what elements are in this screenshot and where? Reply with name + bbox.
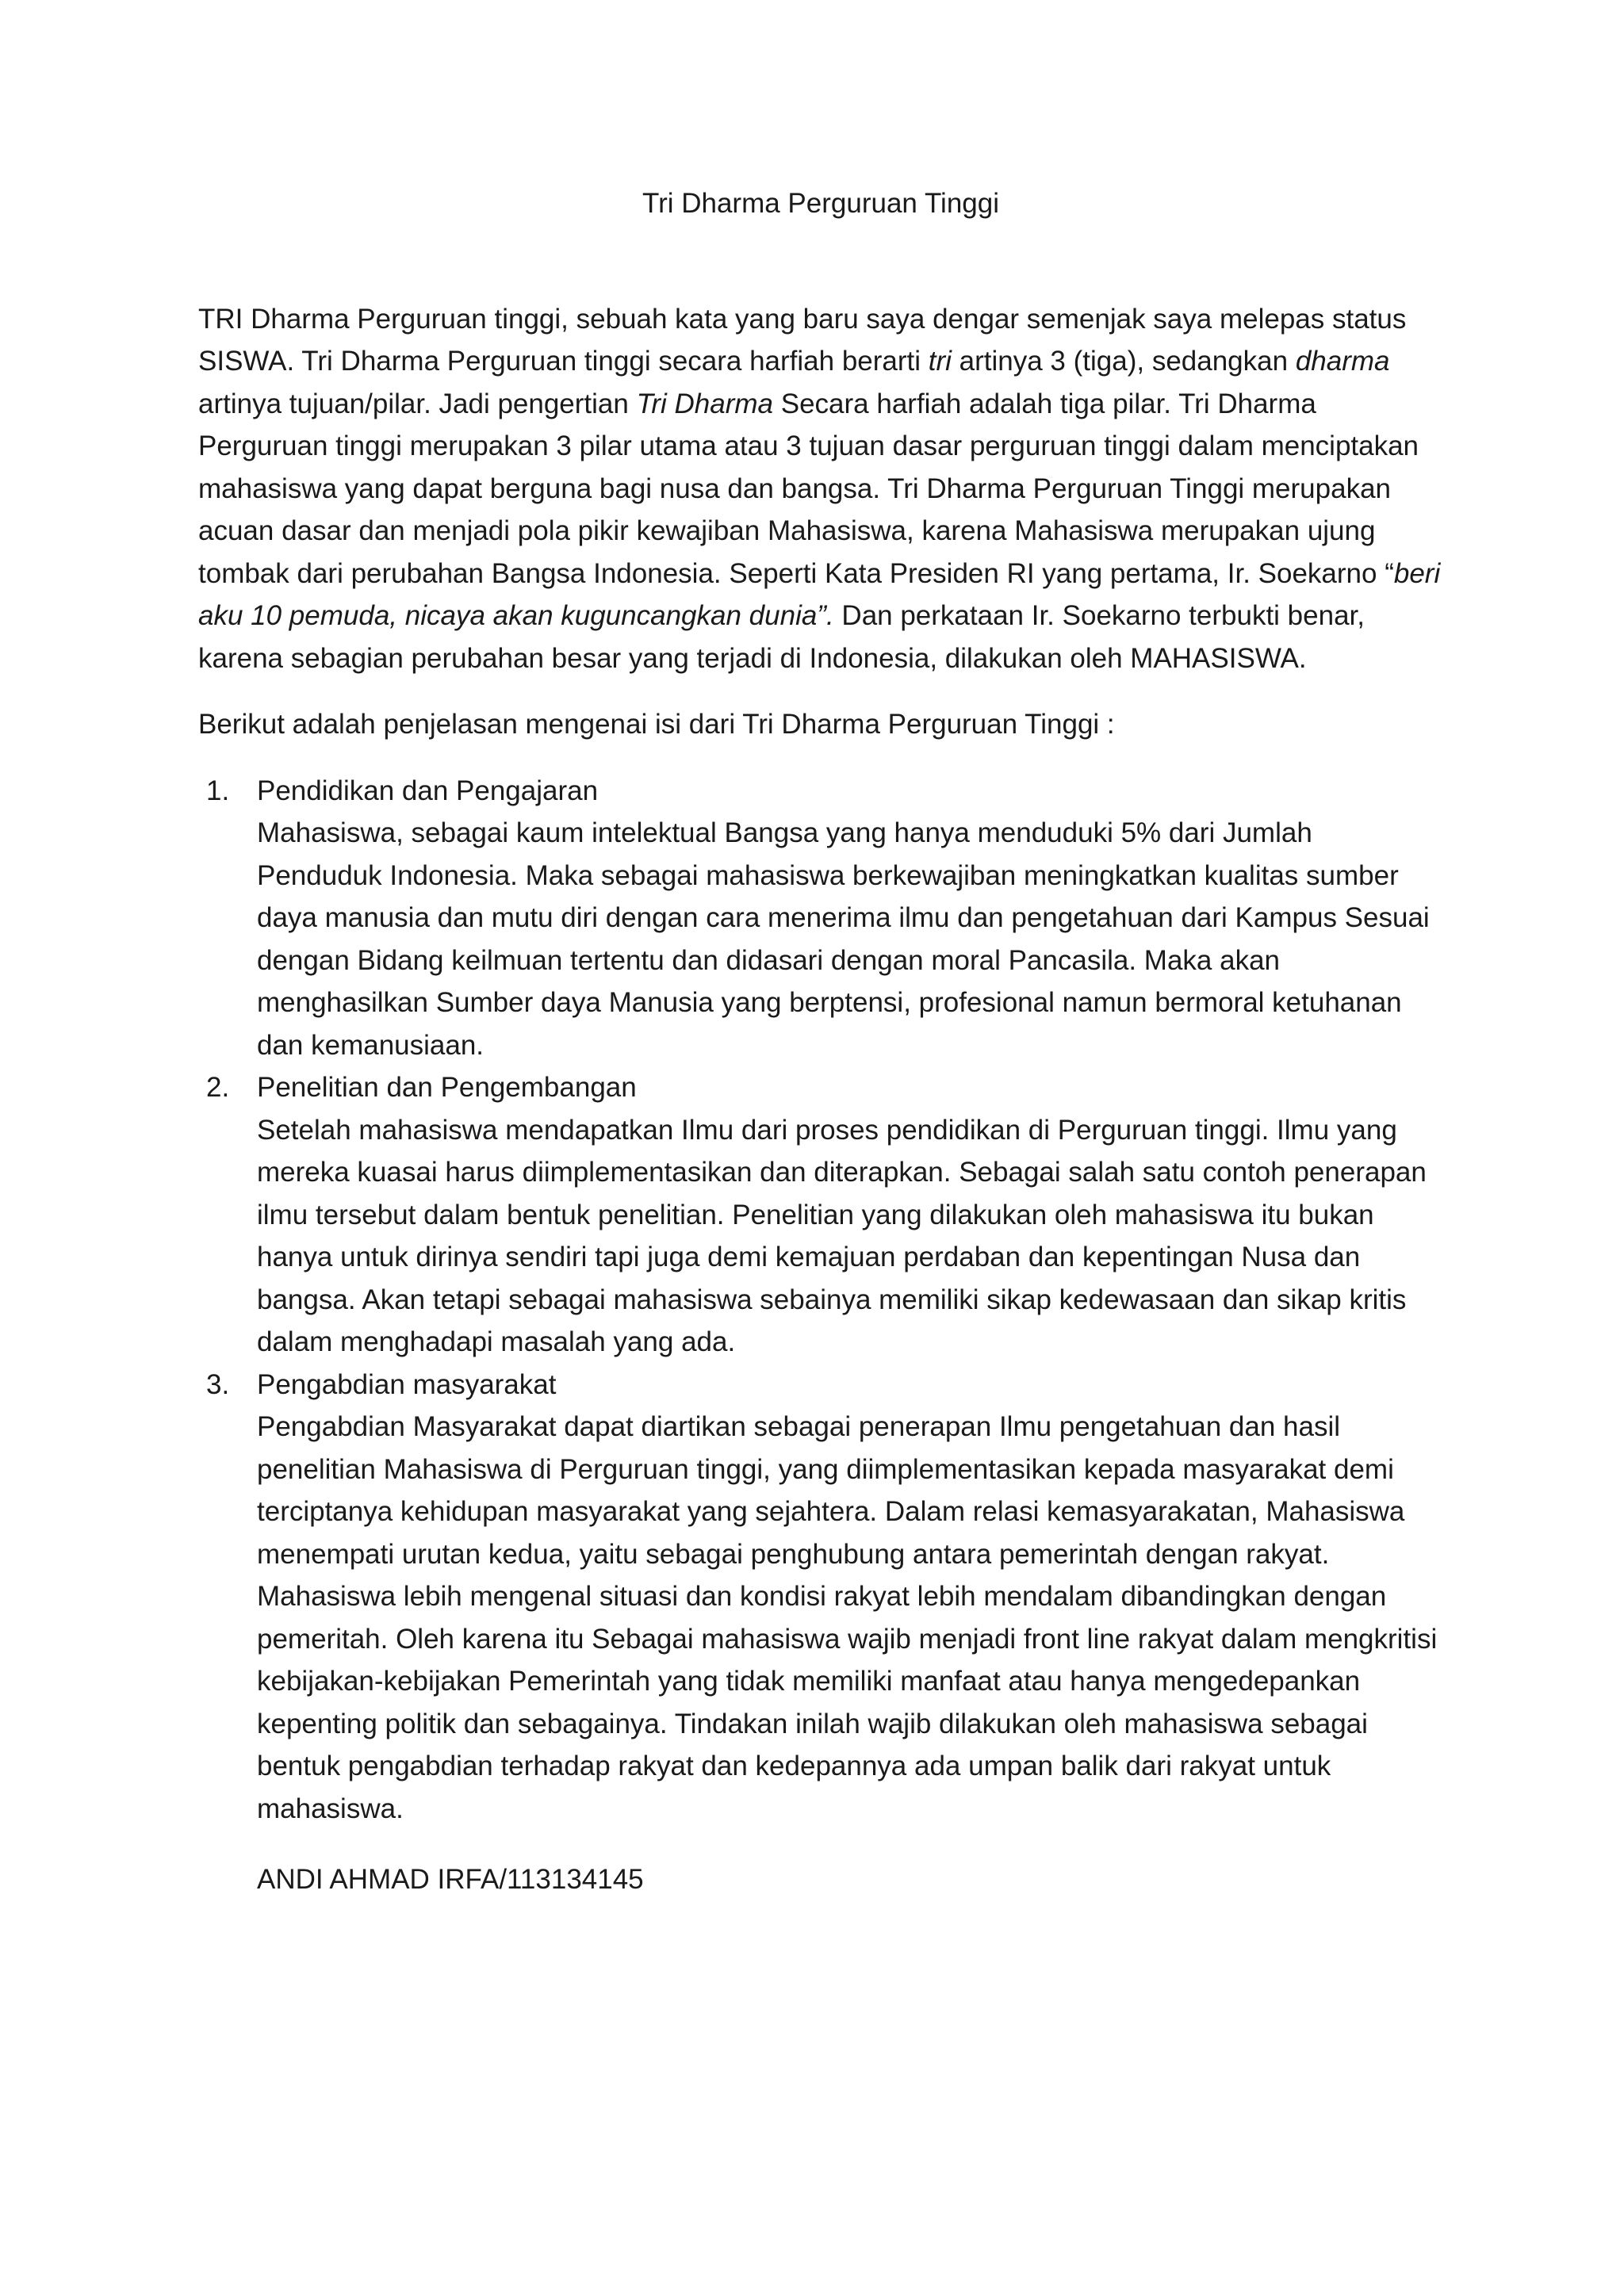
list-item-title: Pengabdian masyarakat bbox=[257, 1368, 557, 1400]
intro-italic-tri-dharma: Tri Dharma bbox=[636, 388, 774, 419]
document-page bbox=[198, 182, 1443, 1901]
list-item bbox=[198, 1066, 1443, 1364]
intro-text-1: TRI Dharma Perguruan tinggi, sebuah kata yang baru saya dengar semenjak saya melepas status SISWA. Tri Dharma Perguruan tinggi secara harfiah berarti bbox=[198, 303, 1407, 377]
list-item bbox=[198, 770, 1443, 1067]
list-item-title: Pendidikan dan Pengajaran bbox=[257, 775, 599, 806]
list-lead-sentence: Berikut adalah penjelasan mengenai isi dari Tri Dharma Perguruan Tinggi : bbox=[198, 709, 1115, 740]
intro-italic-dharma: dharma bbox=[1295, 346, 1390, 377]
list-item-number: 2. bbox=[206, 1072, 230, 1103]
list-item-title: Penelitian dan Pengembangan bbox=[257, 1072, 637, 1103]
author-signature: ANDI AHMAD IRFA/113134145 bbox=[257, 1864, 644, 1895]
list-item-body: Pengabdian Masyarakat dapat diartikan sebagai penerapan Ilmu pengetahuan dan hasil penelitian Mahasiswa di Perguruan tinggi, yang diimplementasikan kepada masyarakat demi terciptanya kehidupan masyarakat yang sejahtera. Dalam relasi kemasyarakatan, Mahasiswa menempati urutan kedua, yaitu sebagai penghubung antara pemerintah dengan rakyat. Mahasiswa lebih mengenal situasi dan kondisi rakyat lebih mendalam dibandingkan dengan pemeritah. Oleh karena itu Sebagai mahasiswa wajib menjadi front line rakyat dalam mengkritisi kebijakan-kebijakan Pemerintah yang tidak memiliki manfaat atau hanya mengedepankan kepenting politik dan sebagainya. Tindakan inilah wajib dilakukan oleh mahasiswa sebagai bentuk pengabdian terhadap rakyat dan kedepannya ada umpan balik dari rakyat untuk mahasiswa. bbox=[257, 1411, 1438, 1824]
intro-italic-quote: beri aku 10 pemuda, nicaya akan kuguncangkan dunia”. bbox=[198, 557, 1441, 631]
intro-text-3: artinya tujuan/pilar. Jadi pengertian bbox=[198, 388, 637, 419]
list-item-number: 3. bbox=[206, 1368, 230, 1400]
intro-text-2: artinya 3 (tiga), sedangkan bbox=[951, 346, 1296, 377]
dharma-list bbox=[198, 770, 1443, 1831]
intro-text-4: Secara harfiah adalah tiga pilar. Tri Dharma Perguruan tinggi merupakan 3 pilar utama atau 3 tujuan dasar perguruan tinggi dalam menciptakan mahasiswa yang dapat berguna bagi nusa dan bangsa. Tri Dharma Perguruan Tinggi merupakan acuan dasar dan menjadi pola pikir kewajiban Mahasiswa, karena Mahasiswa merupakan ujung tombak dari perubahan Bangsa Indonesia. Seperti Kata Presiden RI yang pertama, Ir. Soekarno “ bbox=[198, 388, 1419, 589]
list-item-body: Setelah mahasiswa mendapatkan Ilmu dari proses pendidikan di Perguruan tinggi. Ilmu yang mereka kuasai harus diimplementasikan dan diterapkan. Sebagai salah satu contoh penerapan ilmu tersebut dalam bentuk penelitian. Penelitian yang dilakukan oleh mahasiswa itu bukan hanya untuk dirinya sendiri tapi juga demi kemajuan perdaban dan kepentingan Nusa dan bangsa. Akan tetapi sebagai mahasiswa sebainya memiliki sikap kedewasaan dan sikap kritis dalam menghadapi masalah yang ada. bbox=[257, 1114, 1427, 1357]
list-item-body: Mahasiswa, sebagai kaum intelektual Bangsa yang hanya menduduki 5% dari Jumlah Penduduk Indonesia. Maka sebagai mahasiswa berkewajiban meningkatkan kualitas sumber daya manusia dan mutu diri dengan cara menerima ilmu dan pengetahuan dari Kampus Sesuai dengan Bidang keilmuan tertentu dan didasari dengan moral Pancasila. Maka akan menghasilkan Sumber daya Manusia yang berptensi, profesional namun bermoral ketuhanan dan kemanusiaan. bbox=[257, 817, 1430, 1061]
list-item bbox=[198, 1364, 1443, 1831]
document-title: Tri Dharma Perguruan Tinggi bbox=[642, 188, 999, 219]
intro-italic-tri: tri bbox=[928, 346, 952, 377]
list-item-number: 1. bbox=[206, 775, 230, 806]
intro-paragraph bbox=[198, 298, 1443, 680]
intro-text-5: Dan perkataan Ir. Soekarno terbukti benar, karena sebagian perubahan besar yang terjadi di Indonesia, dilakukan oleh MAHASISWA. bbox=[198, 600, 1365, 674]
